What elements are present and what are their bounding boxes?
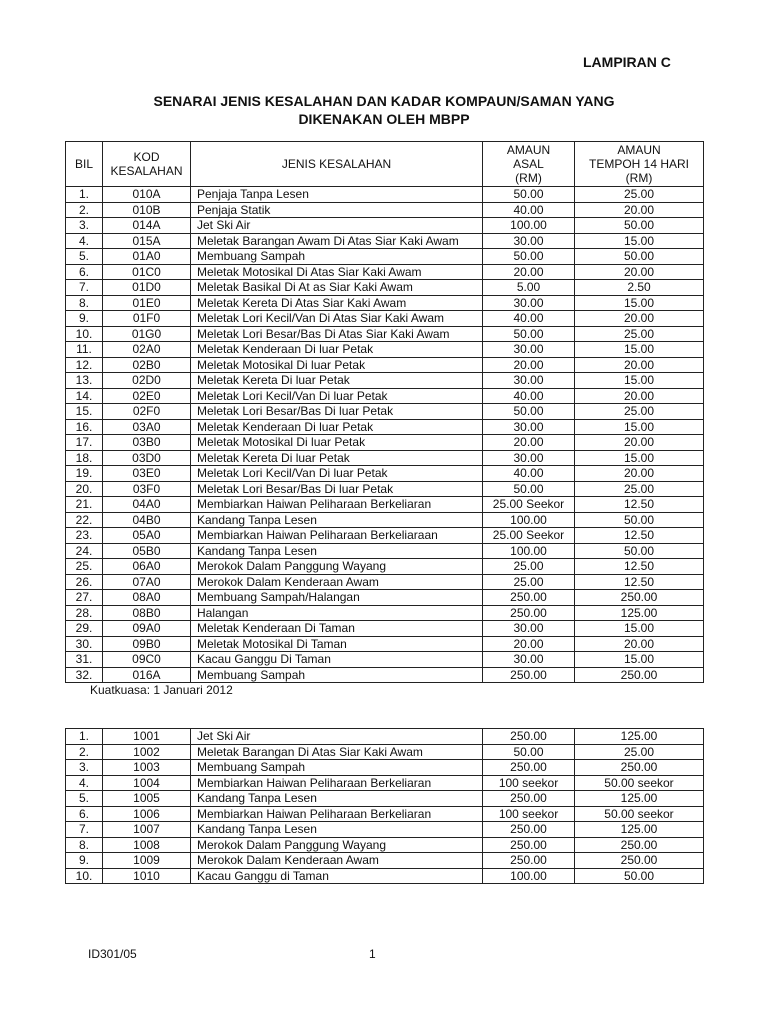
header-tempoh-line: TEMPOH 14 HARI [588, 157, 690, 171]
cell-kod: 01A0 [103, 249, 191, 265]
cell-kod: 08A0 [103, 590, 191, 606]
cell-kod: 03D0 [103, 450, 191, 466]
cell-amaun-tempoh: 125.00 [575, 729, 704, 745]
cell-bil: 24. [66, 543, 103, 559]
cell-amaun-tempoh: 12.50 [575, 559, 704, 575]
cell-amaun-tempoh: 20.00 [575, 264, 704, 280]
table-row [66, 326, 704, 342]
table-row [66, 775, 704, 791]
cell-kod: 03A0 [103, 419, 191, 435]
cell-kod: 04B0 [103, 512, 191, 528]
title-line-1: SENARAI JENIS KESALAHAN DAN KADAR KOMPAUN/SAMAN YANG [153, 93, 615, 109]
cell-amaun-tempoh: 12.50 [575, 574, 704, 590]
cell-amaun-asal: 25.00 [483, 574, 575, 590]
cell-amaun-tempoh: 125.00 [575, 605, 704, 621]
cell-kod: 05B0 [103, 543, 191, 559]
effective-date-note: Kuatkuasa: 1 Januari 2012 [90, 683, 233, 697]
cell-bil: 22. [66, 512, 103, 528]
table-row [66, 280, 704, 296]
cell-bil: 13. [66, 373, 103, 389]
cell-kod: 1005 [103, 791, 191, 807]
cell-amaun-tempoh: 20.00 [575, 466, 704, 482]
cell-jenis: Halangan [191, 605, 483, 621]
table-row [66, 466, 704, 482]
cell-jenis: Kandang Tanpa Lesen [191, 791, 483, 807]
table-row [66, 435, 704, 451]
cell-amaun-tempoh: 25.00 [575, 744, 704, 760]
cell-amaun-asal: 250.00 [483, 729, 575, 745]
cell-kod: 1010 [103, 868, 191, 884]
cell-amaun-tempoh: 12.50 [575, 497, 704, 513]
cell-jenis: Membiarkan Haiwan Peliharaan Berkeliaran [191, 775, 483, 791]
offence-table-2 [65, 728, 704, 884]
table-row [66, 559, 704, 575]
cell-amaun-tempoh: 125.00 [575, 822, 704, 838]
cell-kod: 08B0 [103, 605, 191, 621]
appendix-label: LAMPIRAN C [583, 54, 671, 70]
cell-bil: 20. [66, 481, 103, 497]
cell-kod: 09A0 [103, 621, 191, 637]
cell-amaun-asal: 20.00 [483, 435, 575, 451]
table-row [66, 497, 704, 513]
cell-amaun-asal: 250.00 [483, 822, 575, 838]
table-row [66, 543, 704, 559]
offence-table-body [66, 187, 704, 683]
cell-bil: 10. [66, 326, 103, 342]
cell-bil: 2. [66, 744, 103, 760]
cell-amaun-asal: 25.00 [483, 559, 575, 575]
cell-bil: 8. [66, 295, 103, 311]
cell-bil: 7. [66, 280, 103, 296]
cell-bil: 1. [66, 187, 103, 203]
cell-amaun-asal: 30.00 [483, 233, 575, 249]
cell-kod: 014A [103, 218, 191, 234]
cell-amaun-asal: 30.00 [483, 450, 575, 466]
cell-amaun-tempoh: 250.00 [575, 667, 704, 683]
cell-amaun-asal: 250.00 [483, 590, 575, 606]
cell-amaun-asal: 250.00 [483, 853, 575, 869]
cell-kod: 01D0 [103, 280, 191, 296]
cell-amaun-asal: 50.00 [483, 481, 575, 497]
cell-amaun-asal: 100.00 [483, 218, 575, 234]
table-row [66, 837, 704, 853]
cell-bil: 25. [66, 559, 103, 575]
cell-jenis: Kandang Tanpa Lesen [191, 512, 483, 528]
cell-kod: 09B0 [103, 636, 191, 652]
cell-amaun-asal: 30.00 [483, 419, 575, 435]
header-asal-line: AMAUN [506, 143, 551, 157]
cell-jenis: Membuang Sampah [191, 667, 483, 683]
cell-jenis: Kandang Tanpa Lesen [191, 543, 483, 559]
table-row [66, 652, 704, 668]
table-row [66, 760, 704, 776]
cell-kod: 1004 [103, 775, 191, 791]
table-row [66, 590, 704, 606]
cell-jenis: Meletak Motosikal Di Atas Siar Kaki Awam [191, 264, 483, 280]
cell-kod: 03E0 [103, 466, 191, 482]
table-row [66, 481, 704, 497]
table-row [66, 822, 704, 838]
cell-bil: 6. [66, 806, 103, 822]
document-title [0, 92, 768, 128]
cell-amaun-tempoh: 125.00 [575, 791, 704, 807]
cell-bil: 5. [66, 249, 103, 265]
cell-jenis: Meletak Lori Besar/Bas Di luar Petak [191, 404, 483, 420]
cell-kod: 01E0 [103, 295, 191, 311]
cell-jenis: Meletak Lori Besar/Bas Di Atas Siar Kaki Awam [191, 326, 483, 342]
cell-amaun-asal: 20.00 [483, 636, 575, 652]
cell-bil: 9. [66, 311, 103, 327]
header-asal-line: ASAL [513, 157, 544, 171]
cell-amaun-tempoh: 50.00 seekor [575, 806, 704, 822]
cell-kod: 1009 [103, 853, 191, 869]
cell-amaun-tempoh: 12.50 [575, 528, 704, 544]
cell-bil: 4. [66, 775, 103, 791]
cell-bil: 9. [66, 853, 103, 869]
cell-amaun-tempoh: 25.00 [575, 187, 704, 203]
offence-table [65, 141, 704, 683]
cell-jenis: Kandang Tanpa Lesen [191, 822, 483, 838]
cell-kod: 06A0 [103, 559, 191, 575]
cell-jenis: Jet Ski Air [191, 729, 483, 745]
cell-jenis: Meletak Lori Kecil/Van Di luar Petak [191, 466, 483, 482]
cell-kod: 02B0 [103, 357, 191, 373]
cell-jenis: Meletak Kenderaan Di luar Petak [191, 342, 483, 358]
cell-bil: 10. [66, 868, 103, 884]
cell-amaun-tempoh: 15.00 [575, 295, 704, 311]
cell-bil: 21. [66, 497, 103, 513]
cell-amaun-tempoh: 50.00 [575, 512, 704, 528]
table-row [66, 249, 704, 265]
cell-jenis: Jet Ski Air [191, 218, 483, 234]
cell-amaun-tempoh: 250.00 [575, 590, 704, 606]
cell-bil: 8. [66, 837, 103, 853]
title-line-2: DIKENAKAN OLEH MBPP [298, 111, 470, 127]
cell-jenis: Meletak Motosikal Di luar Petak [191, 357, 483, 373]
cell-amaun-asal: 250.00 [483, 667, 575, 683]
cell-jenis: Meletak Lori Besar/Bas Di luar Petak [191, 481, 483, 497]
cell-amaun-tempoh: 50.00 [575, 543, 704, 559]
header-tempoh-line: AMAUN [617, 143, 661, 157]
cell-jenis: Meletak Lori Kecil/Van Di luar Petak [191, 388, 483, 404]
document-id: ID301/05 [88, 947, 137, 961]
table-row [66, 744, 704, 760]
cell-amaun-tempoh: 20.00 [575, 202, 704, 218]
cell-amaun-asal: 100.00 [483, 543, 575, 559]
cell-kod: 01F0 [103, 311, 191, 327]
cell-bil: 28. [66, 605, 103, 621]
cell-amaun-tempoh: 2.50 [575, 280, 704, 296]
cell-kod: 02D0 [103, 373, 191, 389]
cell-jenis: Membiarkan Haiwan Peliharaan Berkeliaraan [191, 528, 483, 544]
header-kod-line: KOD [133, 150, 160, 164]
table-row [66, 512, 704, 528]
cell-jenis: Meletak Motosikal Di Taman [191, 636, 483, 652]
cell-amaun-asal: 50.00 [483, 249, 575, 265]
cell-jenis: Meletak Motosikal Di luar Petak [191, 435, 483, 451]
cell-bil: 17. [66, 435, 103, 451]
cell-amaun-asal: 20.00 [483, 264, 575, 280]
cell-amaun-asal: 5.00 [483, 280, 575, 296]
table-row [66, 233, 704, 249]
cell-bil: 5. [66, 791, 103, 807]
cell-amaun-tempoh: 25.00 [575, 404, 704, 420]
header-bil: BIL [66, 142, 103, 187]
cell-amaun-asal: 100.00 [483, 512, 575, 528]
cell-jenis: Penjaja Statik [191, 202, 483, 218]
table-row [66, 528, 704, 544]
cell-amaun-asal: 250.00 [483, 605, 575, 621]
table-row [66, 636, 704, 652]
cell-jenis: Meletak Barangan Di Atas Siar Kaki Awam [191, 744, 483, 760]
table-row [66, 218, 704, 234]
table-row [66, 868, 704, 884]
cell-amaun-tempoh: 25.00 [575, 481, 704, 497]
cell-bil: 27. [66, 590, 103, 606]
page-number: 1 [369, 947, 376, 961]
table-row [66, 388, 704, 404]
cell-kod: 016A [103, 667, 191, 683]
cell-kod: 02A0 [103, 342, 191, 358]
cell-bil: 23. [66, 528, 103, 544]
cell-amaun-tempoh: 20.00 [575, 388, 704, 404]
cell-amaun-asal: 30.00 [483, 342, 575, 358]
cell-bil: 18. [66, 450, 103, 466]
cell-jenis: Merokok Dalam Kenderaan Awam [191, 853, 483, 869]
cell-kod: 1007 [103, 822, 191, 838]
cell-amaun-asal: 50.00 [483, 744, 575, 760]
cell-bil: 3. [66, 760, 103, 776]
cell-kod: 03B0 [103, 435, 191, 451]
table-row [66, 419, 704, 435]
cell-bil: 12. [66, 357, 103, 373]
cell-jenis: Membiarkan Haiwan Peliharaan Berkeliaran [191, 497, 483, 513]
cell-kod: 01G0 [103, 326, 191, 342]
cell-bil: 11. [66, 342, 103, 358]
cell-bil: 30. [66, 636, 103, 652]
cell-amaun-tempoh: 15.00 [575, 342, 704, 358]
table-row [66, 667, 704, 683]
cell-jenis: Membuang Sampah [191, 249, 483, 265]
cell-jenis: Kacau Ganggu Di Taman [191, 652, 483, 668]
cell-amaun-tempoh: 50.00 [575, 218, 704, 234]
cell-amaun-tempoh: 20.00 [575, 357, 704, 373]
cell-amaun-tempoh: 50.00 seekor [575, 775, 704, 791]
cell-jenis: Meletak Basikal Di At as Siar Kaki Awam [191, 280, 483, 296]
cell-bil: 3. [66, 218, 103, 234]
cell-bil: 31. [66, 652, 103, 668]
cell-bil: 32. [66, 667, 103, 683]
header-amaun-asal [483, 142, 575, 187]
cell-amaun-asal: 100.00 [483, 868, 575, 884]
cell-bil: 2. [66, 202, 103, 218]
table-row [66, 357, 704, 373]
offence-table-2-body [66, 729, 704, 884]
cell-amaun-tempoh: 15.00 [575, 621, 704, 637]
cell-amaun-asal: 50.00 [483, 187, 575, 203]
table-row [66, 729, 704, 745]
cell-kod: 1002 [103, 744, 191, 760]
cell-amaun-asal: 50.00 [483, 326, 575, 342]
table-header-row [66, 142, 704, 187]
cell-jenis: Merokok Dalam Kenderaan Awam [191, 574, 483, 590]
cell-amaun-tempoh: 50.00 [575, 868, 704, 884]
cell-amaun-asal: 20.00 [483, 357, 575, 373]
cell-amaun-tempoh: 15.00 [575, 419, 704, 435]
cell-jenis: Meletak Kenderaan Di Taman [191, 621, 483, 637]
cell-amaun-asal: 25.00 Seekor [483, 528, 575, 544]
cell-amaun-asal: 30.00 [483, 652, 575, 668]
cell-amaun-asal: 100 seekor [483, 775, 575, 791]
cell-jenis: Meletak Kenderaan Di luar Petak [191, 419, 483, 435]
cell-kod: 010B [103, 202, 191, 218]
table-row [66, 311, 704, 327]
cell-jenis: Meletak Kereta Di Atas Siar Kaki Awam [191, 295, 483, 311]
cell-jenis: Meletak Barangan Awam Di Atas Siar Kaki Awam [191, 233, 483, 249]
cell-bil: 16. [66, 419, 103, 435]
cell-amaun-asal: 250.00 [483, 837, 575, 853]
cell-kod: 015A [103, 233, 191, 249]
cell-amaun-asal: 100 seekor [483, 806, 575, 822]
table-row [66, 342, 704, 358]
cell-kod: 02F0 [103, 404, 191, 420]
table-row [66, 295, 704, 311]
cell-amaun-asal: 30.00 [483, 621, 575, 637]
cell-bil: 29. [66, 621, 103, 637]
cell-amaun-tempoh: 250.00 [575, 760, 704, 776]
cell-amaun-tempoh: 15.00 [575, 233, 704, 249]
cell-amaun-tempoh: 20.00 [575, 435, 704, 451]
header-jenis: JENIS KESALAHAN [191, 142, 483, 187]
cell-amaun-asal: 50.00 [483, 404, 575, 420]
cell-amaun-asal: 40.00 [483, 388, 575, 404]
cell-amaun-asal: 250.00 [483, 760, 575, 776]
cell-kod: 1006 [103, 806, 191, 822]
cell-amaun-asal: 250.00 [483, 791, 575, 807]
cell-jenis: Merokok Dalam Panggung Wayang [191, 559, 483, 575]
cell-amaun-asal: 30.00 [483, 295, 575, 311]
cell-bil: 1. [66, 729, 103, 745]
cell-bil: 14. [66, 388, 103, 404]
header-amaun-tempoh [575, 142, 704, 187]
cell-bil: 4. [66, 233, 103, 249]
cell-kod: 1003 [103, 760, 191, 776]
cell-jenis: Membuang Sampah [191, 760, 483, 776]
cell-amaun-asal: 40.00 [483, 202, 575, 218]
cell-amaun-tempoh: 250.00 [575, 853, 704, 869]
cell-amaun-tempoh: 50.00 [575, 249, 704, 265]
table-row [66, 404, 704, 420]
table-row [66, 621, 704, 637]
table-row [66, 202, 704, 218]
cell-kod: 09C0 [103, 652, 191, 668]
cell-bil: 26. [66, 574, 103, 590]
cell-bil: 6. [66, 264, 103, 280]
cell-jenis: Meletak Kereta Di luar Petak [191, 450, 483, 466]
table-row [66, 791, 704, 807]
cell-amaun-tempoh: 25.00 [575, 326, 704, 342]
cell-amaun-tempoh: 15.00 [575, 373, 704, 389]
cell-jenis: Membiarkan Haiwan Peliharaan Berkeliaran [191, 806, 483, 822]
cell-amaun-asal: 30.00 [483, 373, 575, 389]
cell-kod: 07A0 [103, 574, 191, 590]
header-tempoh-line: (RM) [625, 171, 653, 185]
cell-amaun-tempoh: 20.00 [575, 311, 704, 327]
cell-kod: 04A0 [103, 497, 191, 513]
cell-amaun-tempoh: 15.00 [575, 652, 704, 668]
cell-amaun-tempoh: 20.00 [575, 636, 704, 652]
cell-bil: 15. [66, 404, 103, 420]
header-asal-line: (RM) [515, 171, 542, 185]
cell-amaun-asal: 25.00 Seekor [483, 497, 575, 513]
cell-amaun-asal: 40.00 [483, 311, 575, 327]
cell-kod: 05A0 [103, 528, 191, 544]
cell-jenis: Meletak Lori Kecil/Van Di Atas Siar Kaki Awam [191, 311, 483, 327]
cell-amaun-asal: 40.00 [483, 466, 575, 482]
table-row [66, 605, 704, 621]
cell-bil: 19. [66, 466, 103, 482]
table-row [66, 574, 704, 590]
cell-kod: 02E0 [103, 388, 191, 404]
cell-jenis: Merokok Dalam Panggung Wayang [191, 837, 483, 853]
table-row [66, 264, 704, 280]
table-row [66, 187, 704, 203]
cell-amaun-tempoh: 15.00 [575, 450, 704, 466]
cell-kod: 1008 [103, 837, 191, 853]
cell-amaun-tempoh: 250.00 [575, 837, 704, 853]
cell-jenis: Membuang Sampah/Halangan [191, 590, 483, 606]
cell-jenis: Meletak Kereta Di luar Petak [191, 373, 483, 389]
cell-jenis: Penjaja Tanpa Lesen [191, 187, 483, 203]
header-kod-line: KESALAHAN [110, 164, 183, 178]
cell-jenis: Kacau Ganggu di Taman [191, 868, 483, 884]
cell-bil: 7. [66, 822, 103, 838]
header-kod [103, 142, 191, 187]
cell-kod: 1001 [103, 729, 191, 745]
cell-kod: 01C0 [103, 264, 191, 280]
table-row [66, 373, 704, 389]
table-row [66, 806, 704, 822]
table-row [66, 853, 704, 869]
cell-kod: 03F0 [103, 481, 191, 497]
cell-kod: 010A [103, 187, 191, 203]
table-row [66, 450, 704, 466]
